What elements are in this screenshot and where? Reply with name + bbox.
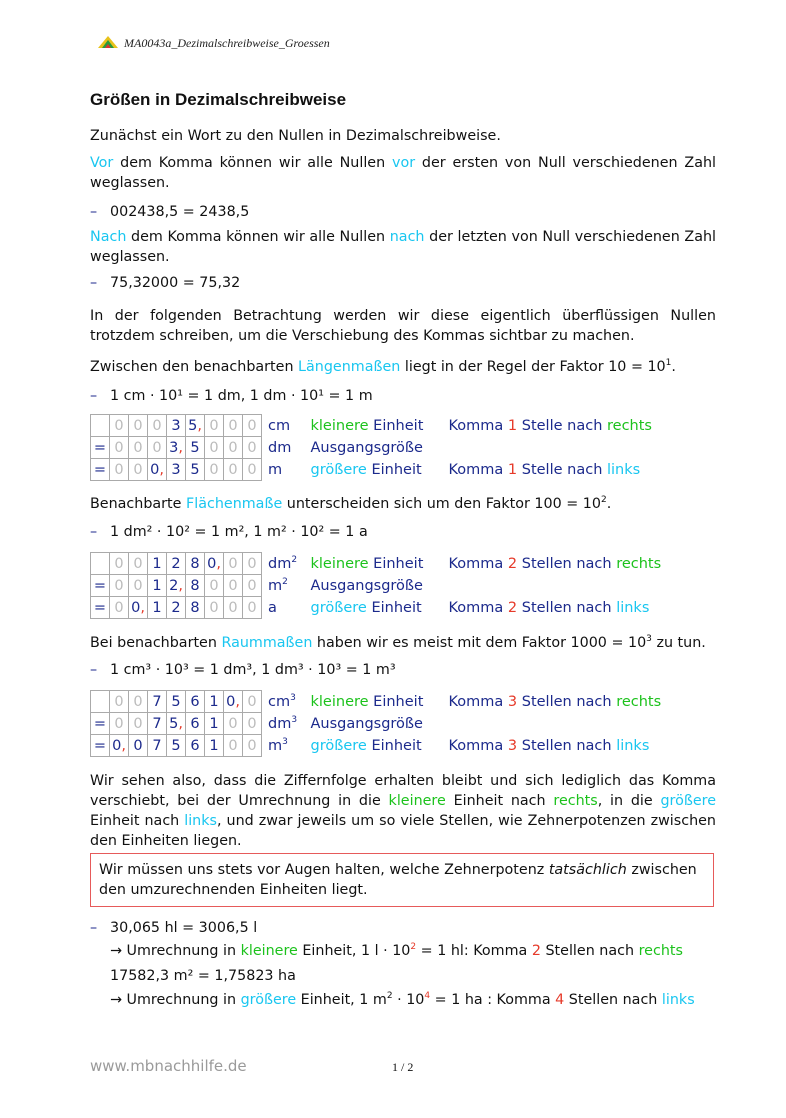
rule-vor: Vor dem Komma können wir alle Nullen vor der ersten von Null verschiedenen Zahl weglassen. (90, 155, 716, 191)
table-row: 0 0 1 2 8 0, 0 0 $dm^2$ kleinere Einheit Komma 2 Stellen nach rechts (91, 553, 663, 575)
laenge-table (90, 414, 653, 481)
raum-intro: Bei benachbarten Raummaßen haben wir es meist mit dem Faktor $1000 = 10^3$ zu tun. (90, 634, 706, 651)
table-row: = 0 0 1 2, 8 0 0 0 $m^2$ Ausgangsgröße (91, 575, 663, 597)
page-number: 1 / 2 (392, 1060, 414, 1074)
flaeche-example: – 1 dm² · 10² = 1 m², 1 m² · 10² = 1 a (90, 524, 368, 540)
final-explanation-2: → Umrechnung in größere Einheit, 1 $m^2 \cdot 10^4 = 1$ ha : Komma 4 Stellen nach links (110, 991, 695, 1008)
rule-nach: Nach dem Komma können wir alle Nullen nach der letzten von Null verschiedenen Zahl weglassen. (90, 229, 717, 265)
logo-icon (98, 35, 118, 49)
laenge-example: – 1 cm · 10¹ = 1 dm, 1 dm · 10¹ = 1 m (90, 388, 373, 404)
raum-example: – 1 cm³ · 10³ = 1 dm³, 1 dm³ · 10³ = 1 m³ (90, 662, 396, 678)
laenge-intro: Zwischen den benachbarten Längenmaßen liegt in der Regel der Faktor $10 = 10^1$. (90, 358, 676, 375)
table-row: 0 0 0 3 5, 0 0 0 cm kleinere Einheit Komma 1 Stelle nach rechts (91, 415, 653, 437)
footer-website: www.mbnachhilfe.de (90, 1057, 247, 1075)
page-title: Größen in Dezimalschreibweise (90, 90, 347, 109)
betrachtung: In der folgenden Betrachtung werden wir diese eigentlich überflüssigen Nullen trotzdem schreiben, um die Verschiebung des Kommas sichtbar zu machen. (90, 308, 716, 344)
table-row: = 0 0 0, 3 5 0 0 0 m größere Einheit Komma 1 Stelle nach links (91, 459, 653, 481)
example-1: – 002438,5 = 2438,5 (90, 204, 250, 220)
table-row: = 0 0 7 5, 6 1 0 0 $dm^3$ Ausgangsgröße (91, 713, 663, 735)
fazit: Wir sehen also, dass die Ziffernfolge erhalten bleibt und sich lediglich das Komma verschiebt, bei der Umrechnung in die kleinere Einheit nach rechts, in die größere Einheit nach links, und zwar jeweils um so viele Stellen, wie Zehnerpotenzen zwischen den Einheiten liegen. (90, 773, 717, 849)
note-box: Wir müssen uns stets vor Augen halten, welche Zehnerpotenz tatsächlich zwischen den umzurechnenden Einheiten liegt. (90, 853, 714, 907)
table-row: = 0 0 0 3, 5 0 0 0 dm Ausgangsgröße (91, 437, 653, 459)
table-row: 0 0 7 5 6 1 0, 0 $cm^3$ kleinere Einheit Komma 3 Stellen nach rechts (91, 691, 663, 713)
final-explanation-1: → Umrechnung in kleinere Einheit, 1 $l \cdot 10^2 = 1$ hl: Komma 2 Stellen nach rechts (110, 942, 683, 959)
example-2: – 75,32000 = 75,32 (90, 275, 241, 291)
final-example-2: 17582,3 m² = 1,75823 ha (110, 968, 296, 984)
final-example-1: – 30,065 hl = 3006,5 l (90, 920, 258, 936)
intro: Zunächst ein Wort zu den Nullen in Dezimalschreibweise. (90, 128, 501, 144)
document-id: MA0043a_Dezimalschreibweise_Groessen (124, 36, 330, 50)
flaeche-table (90, 552, 663, 619)
table-row: = 0 0, 1 2 8 0 0 0 a größere Einheit Komma 2 Stellen nach links (91, 597, 663, 619)
raum-table (90, 690, 663, 757)
table-row: = 0, 0 7 5 6 1 0 0 $m^3$ größere Einheit Komma 3 Stellen nach links (91, 735, 663, 757)
flaeche-intro: Benachbarte Flächenmaße unterscheiden sich um den Faktor $100 = 10^2$. (90, 495, 612, 512)
